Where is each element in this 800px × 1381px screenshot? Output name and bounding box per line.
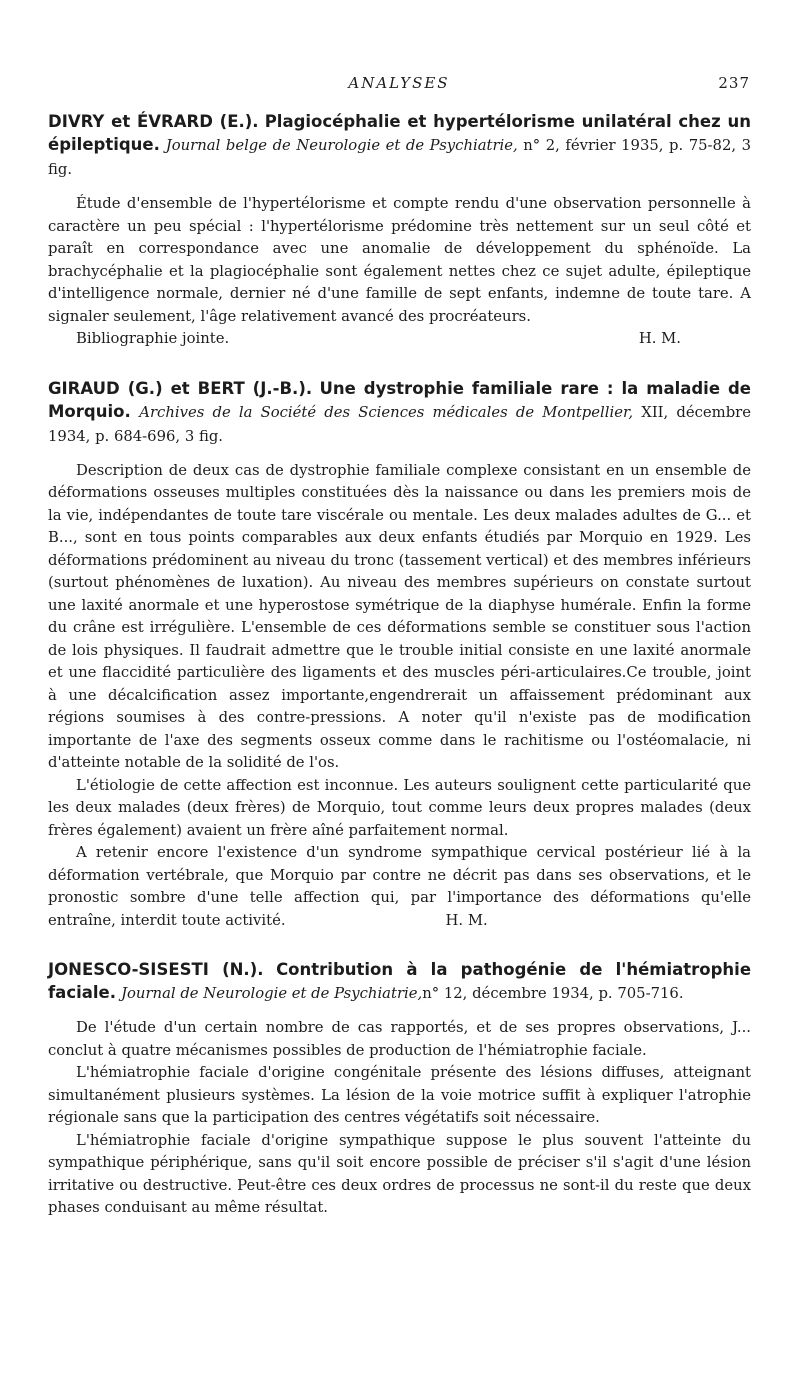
entry-authors: JONESCO-SISESTI (N.). <box>48 960 264 979</box>
page-number: 237 <box>718 74 750 92</box>
analysis-entry-jonesco <box>48 958 751 1220</box>
entry-journal: Journal belge de Neurologie et de Psychiatrie, <box>165 137 518 154</box>
entry-authors: GIRAUD (G.) et BERT (J.-B.). <box>48 378 313 398</box>
entry-journal: Journal de Neurologie et de Psychiatrie, <box>121 985 423 1002</box>
analysis-entry-divry <box>48 110 751 351</box>
entry-details: n° 2, février 1935, p. 75-82, 3 fig. <box>48 137 752 178</box>
entry-title: Une dystrophie familiale rare : la maladie de Morquio. <box>48 378 751 421</box>
entry-heading <box>48 110 751 181</box>
running-head <box>48 74 750 96</box>
entry-journal: Archives de la Société des Sciences médicales de Montpellier, <box>139 403 634 421</box>
entry-authors: DIVRY et ÉVRARD (E.). <box>48 112 259 131</box>
entry-closing-line <box>48 328 751 351</box>
entry-title: Plagiocéphalie et hypertélorisme unilatéral chez un épileptique. <box>48 112 751 154</box>
entry-signature: H. M. <box>638 330 681 347</box>
entry-paragraph: L'hémiatrophie faciale d'origine sympathique suppose le plus souvent l'atteinte du sympathique périphérique, sans qu'il soit encore possible de préciser s'il s'agit d'une lésion irritative ou destructive. Peut-être ces deux ordres de processus ne sont-il du reste que deux phases conduisant au même résultat. <box>48 1131 751 1216</box>
entry-paragraph: L'hémiatrophie faciale d'origine congénitale présente des lésions diffuses, atteignant simultanément plusieurs systèmes. La lésion de la voie motrice suffit à expliquer l'atrophie régionale sans que la participation des centres végétatifs soit nécessaire. <box>48 1064 751 1126</box>
entry-paragraph-closing <box>48 842 751 932</box>
entry-paragraph: De l'étude d'un certain nombre de cas rapportés, et de ses propres observations, J... conclut à quatre mécanismes possibles de production de l'hémiatrophie faciale. <box>48 1019 751 1059</box>
entry-paragraph: Étude d'ensemble de l'hypertélorisme et compte rendu d'une observation personnelle à caractère un peu spécial : l'hypertélorisme prédomine très nettement sur un seul côté et paraît en correspondance avec une anomalie de développement du sphénoïde. La brachycéphalie et la plagiocéphalie sont également nettes chez ce sujet adulte, épileptique d'intelligence normale, dernier né d'une famille de sept enfants, indemne de toute tare. A signaler seulement, l'âge relativement avancé des procréateurs. <box>48 195 751 325</box>
entry-closing-text: Bibliographie jointe. <box>76 330 230 347</box>
entry-heading <box>48 377 751 448</box>
entry-citation <box>121 985 683 1002</box>
entry-paragraph: L'étiologie de cette affection est inconnue. Les auteurs soulignent cette particularité que les deux malades (deux frères) de Morquio, tout comme leurs deux propres malades (deux frères également) avaient un frère aîné parfaitement normal. <box>48 776 751 839</box>
analysis-entry-giraud <box>48 377 751 933</box>
running-title: ANALYSES <box>348 74 450 92</box>
entry-citation <box>48 404 751 445</box>
entry-heading <box>48 958 751 1005</box>
entry-closing-text: A retenir encore l'existence d'un syndrome sympathique cervical postérieur lié à la déformation vertébrale, que Morquio par contre ne décrit pas dans ses observations, et le pronostic sombre d'une telle affection qui, par l'importance des déformations qu'elle entraîne, interdit toute activité. <box>48 844 751 929</box>
entry-details: XII, décembre 1934, p. 684-696, 3 fig. <box>48 403 751 445</box>
entry-details: n° 12, décembre 1934, p. 705-716. <box>422 985 684 1002</box>
entry-signature: H. M. <box>445 911 488 929</box>
analyses-content <box>48 110 751 1246</box>
entry-title: Contribution à la pathogénie de l'hémiatrophie faciale. <box>48 960 752 1002</box>
entry-paragraph: Description de deux cas de dystrophie familiale complexe consistant en un ensemble de déformations osseuses multiples constituées dès la naissance ou dans les premiers mois de la vie, indépendantes de toute tare viscérale ou mentale. Les deux malades adultes de G... et B..., sont en tous points comparables aux deux enfants étudiés par Morquio en 1929. Les déformations prédominent au niveau du tronc (tassement vertical) et des membres inférieurs (surtout phénomènes de luxation). Au niveau des membres supérieurs on constate surtout une laxité anormale et une hyperostose symétrique de la diaphyse humérale. Enfin la forme du crâne est irrégulière. L'ensemble de ces déformations semble se constituer sous l'action de lois physiques. Il faudrait admettre que le trouble initial consiste en une laxité anormale et une flaccidité particulière des ligaments et des muscles péri-articulaires.Ce trouble, joint à une décalcification assez importante,engendrerait un affaissement prédominant aux régions soumises à des contre-pressions. A noter qu'il n'existe pas de modification importante de l'axe des segments osseux comme dans le rachitisme ou l'ostéomalacie, ni d'atteinte notable de la solidité de l'os. <box>48 461 751 771</box>
